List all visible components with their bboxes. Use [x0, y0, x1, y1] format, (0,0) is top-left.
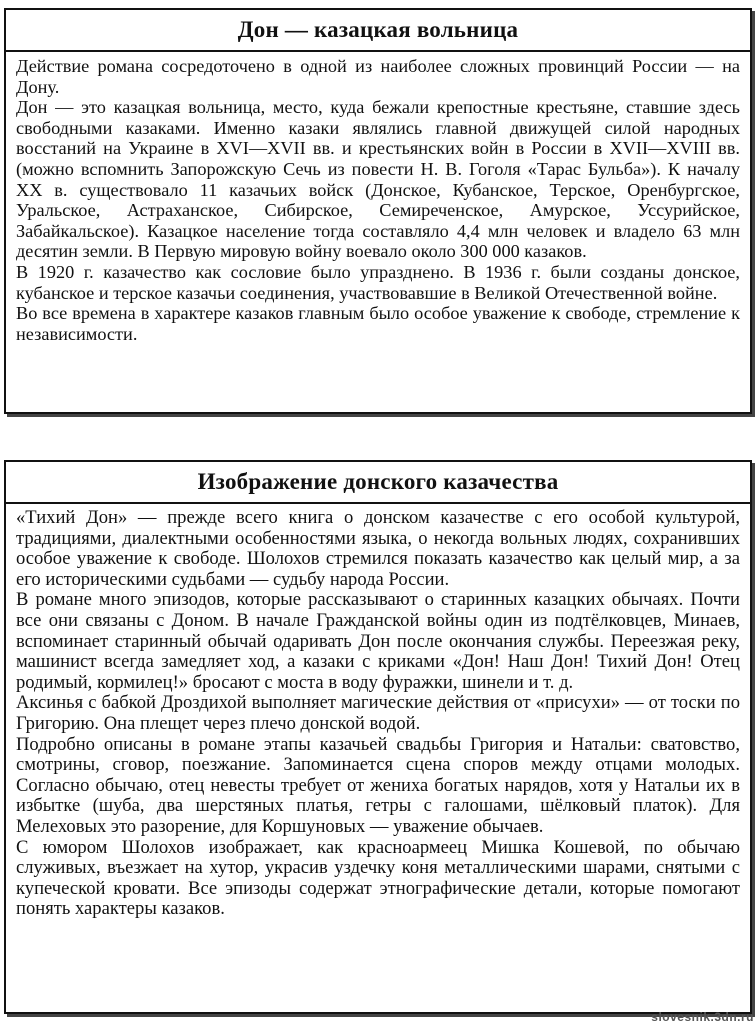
section-body — [6, 504, 750, 920]
paragraph: Дон — это казацкая вольница, место, куда бежали крепостные крестьяне, ставшие здесь свободными казаками. Именно казаки являлись главной движущей силой народных восстаний на Украине в XVI—XVII вв. и крестьянских войн в России в XVII—XVIII вв. (можно вспомнить Запорожскую Сечь из повести Н. В. Гоголя «Тарас Бульба»). К началу XX в. существовало 11 казачьих войск (Донское, Кубанское, Терское, Оренбургское, Уральское, Астраханское, Сибирское, Семиреченское, Амурское, Уссурийское, Забайкальское). Казацкое население тогда составляло 4,4 млн человек и владело 63 млн десятин земли. В Первую мировую войну воевало около 300 000 казаков. — [16, 97, 740, 262]
section-title: Изображение донского казачества — [6, 462, 750, 504]
site-watermark: slovesnik.3dn.ru — [651, 1010, 754, 1024]
paragraph: Подробно описаны в романе этапы казачьей свадьбы Григория и Натальи: сватовство, смотрины, сговор, поезжание. Запоминается сцена споров между отцами молодых. Согласно обычаю, отец невесты требует от жениха богатых нарядов, хотя у Натальи их в избытке (шуба, два шерстяных платья, гетры с галошами, шёлковый платок). Для Мелеховых это разорение, для Коршуновых — уважение обычаев. — [16, 733, 740, 837]
paragraph: Действие романа сосредоточено в одной из наиболее сложных провинций России — на Дону. — [16, 56, 740, 97]
paragraph: В романе много эпизодов, которые рассказывают о старинных казацких обычаях. Почти все они связаны с Доном. В начале Гражданской войны один из подтёлковцев, Минаев, вспоминает старинный обычай одаривать Дон после окончания службы. Переезжая реку, машинист всегда замедляет ход, а казаки с криками «Дон! Наш Дон! Тихий Дон! Отец родимый, кормилец!» бросают с моста в воду фуражки, шинели и т. д. — [16, 589, 740, 693]
paragraph: В 1920 г. казачество как сословие было упразднено. В 1936 г. были созданы донское, кубанское и терское казачьи соединения, участвовавшие в Великой Отечественной войне. — [16, 261, 740, 303]
section-cossack-freedom — [4, 8, 752, 414]
paragraph: Аксинья с бабкой Дроздихой выполняет магические действия от «присухи» — от тоски по Григорию. Она плещет через плечо донской водой. — [16, 692, 740, 734]
paragraph: С юмором Шолохов изображает, как красноармеец Мишка Кошевой, по обычаю служивых, въезжает на хутор, украсив уздечку коня металлическими шарами, снятыми с купеческой кровати. Все эпизоды содержат этнографические детали, которые помогают понять характеры казаков. — [16, 836, 740, 920]
section-title: Дон — казацкая вольница — [6, 10, 750, 52]
section-don-cossacks-depiction — [4, 460, 752, 1014]
section-body — [6, 52, 750, 344]
paragraph: Во все времена в характере казаков главным было особое уважение к свободе, стремление к независимости. — [16, 303, 740, 344]
paragraph: «Тихий Дон» — прежде всего книга о донском казачестве с его особой культурой, традициями, диалектными особенностями языка, о некогда вольных людях, сохранивших особое уважение к свободе. Шолохов стремился показать казачество как целый мир, а за его историческими судьбами — судьбу народа России. — [16, 507, 740, 590]
